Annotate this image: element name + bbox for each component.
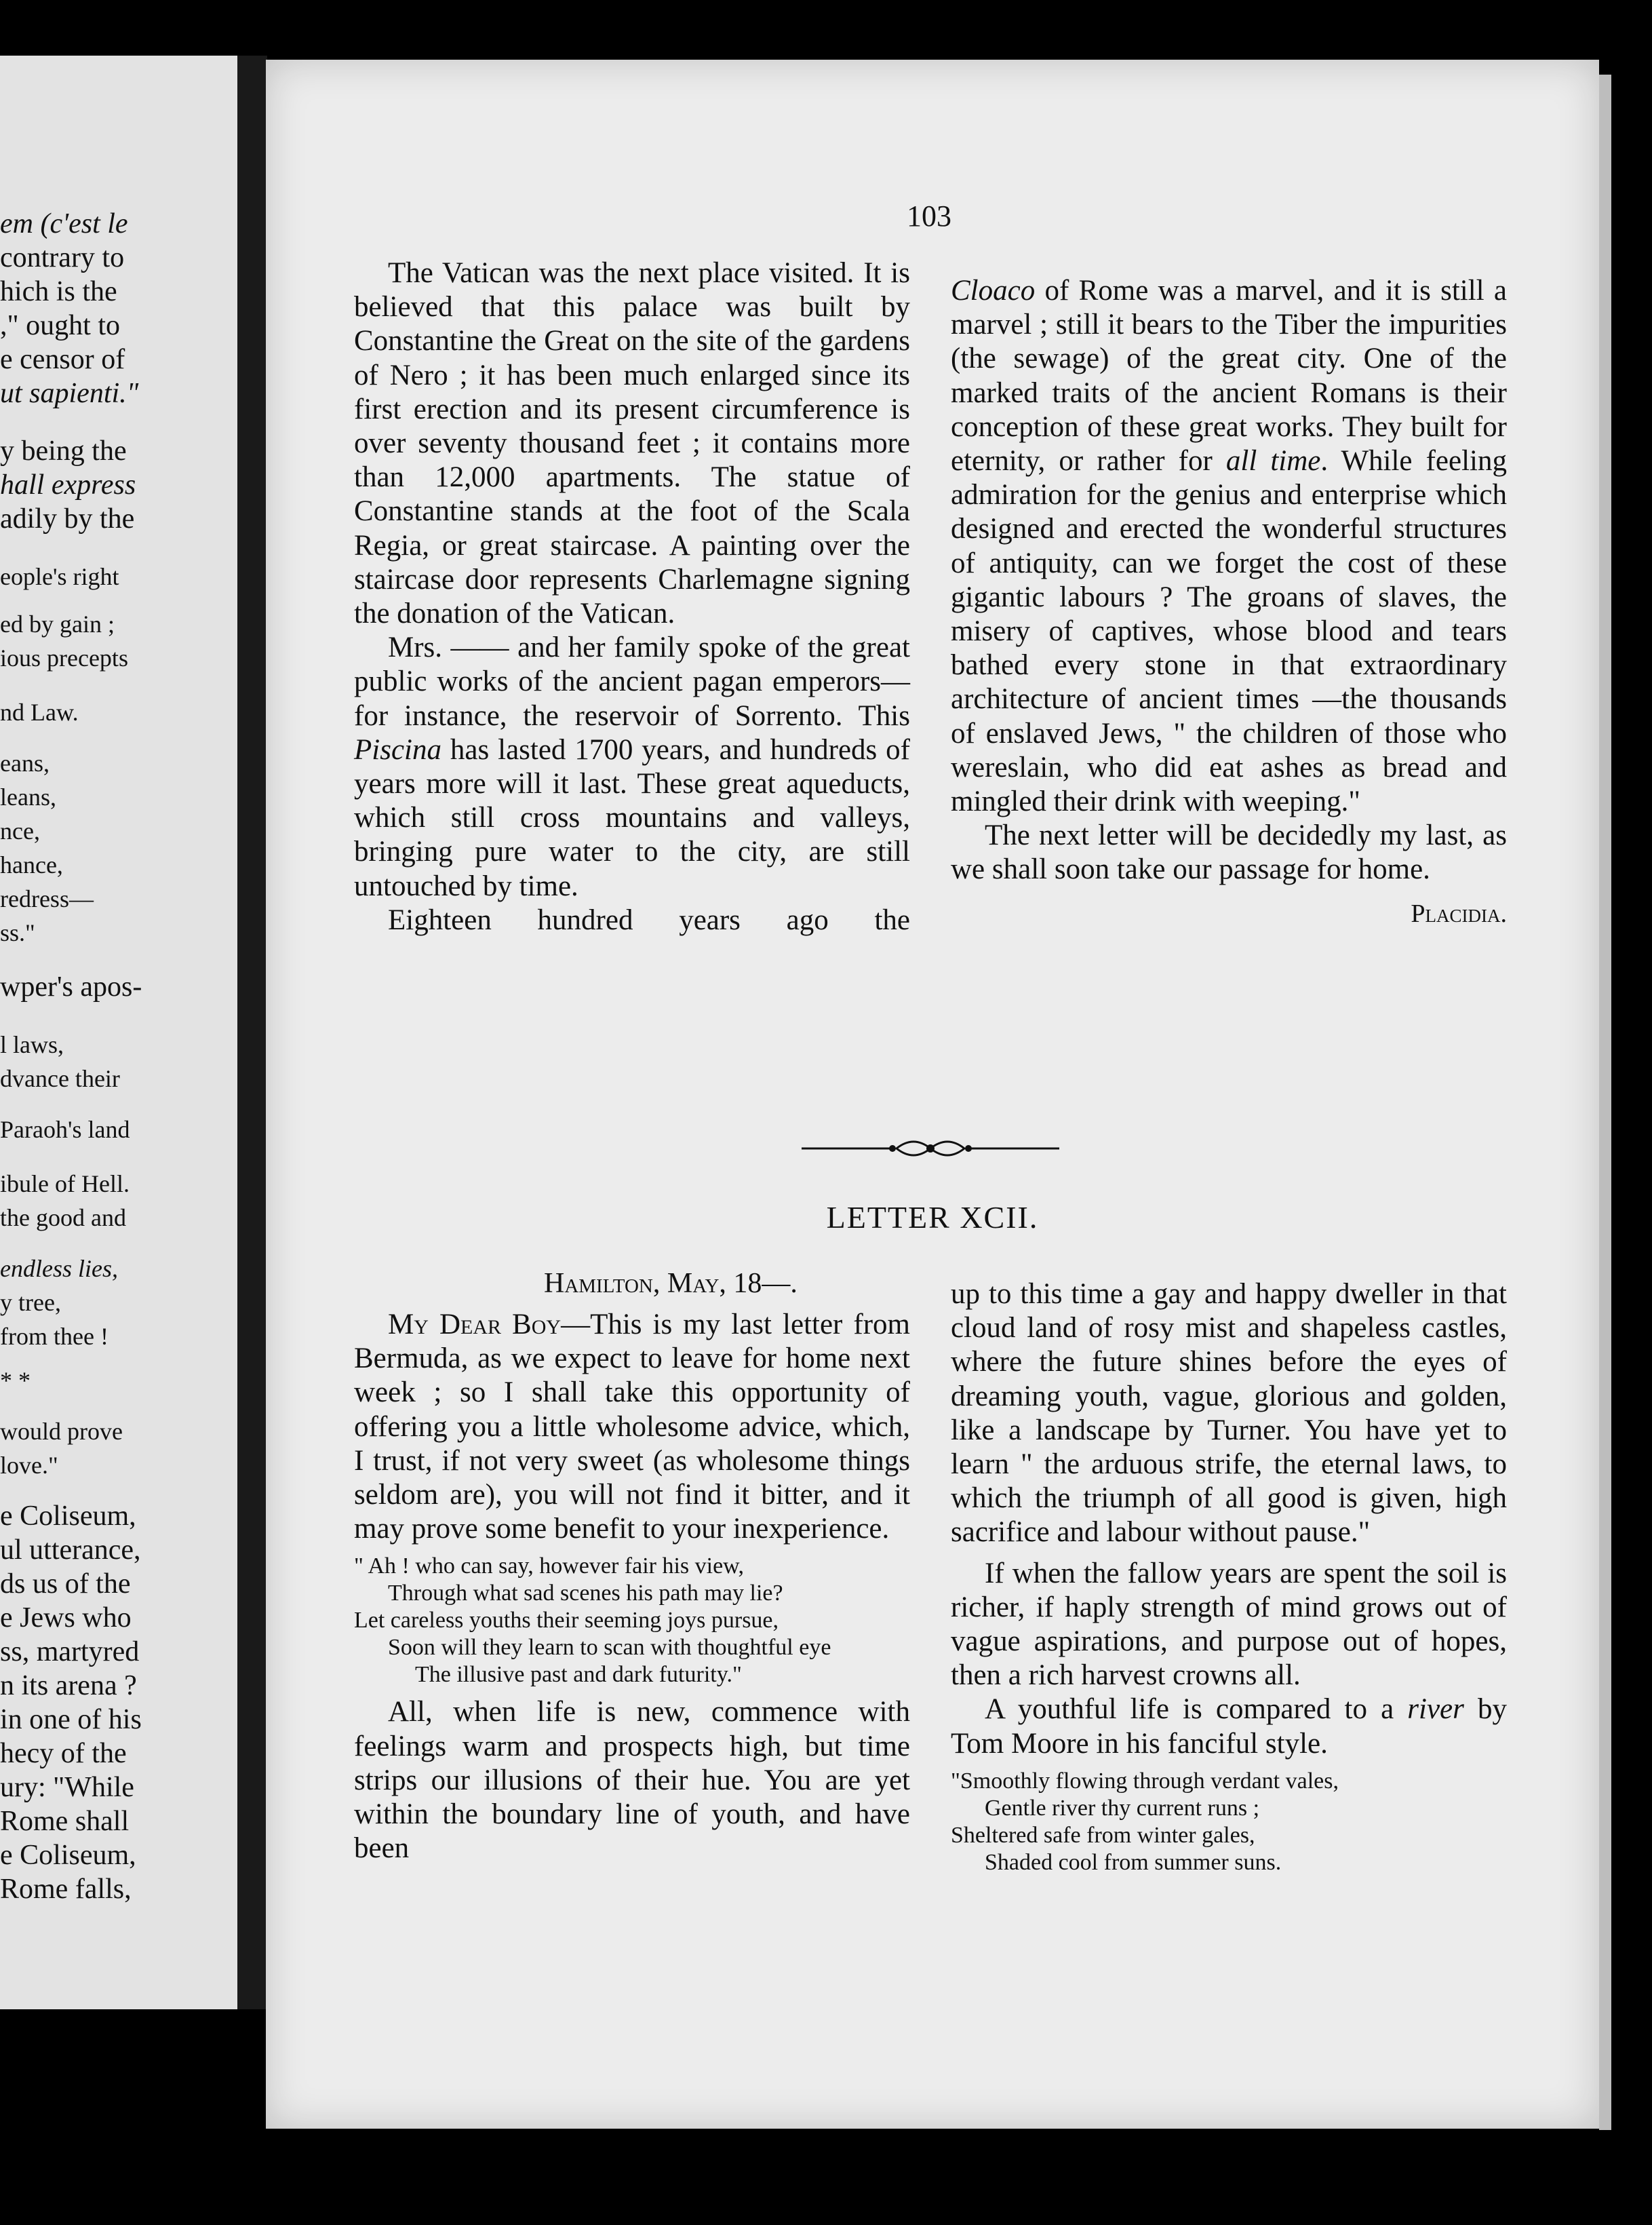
left-page-line: redress— xyxy=(0,885,94,912)
paragraph-youthful-life: A youthful life is compared to a river by Tom Moore in his fanciful style. xyxy=(951,1693,1507,1760)
left-page-line: leans, xyxy=(0,783,56,811)
right-page xyxy=(266,60,1599,2129)
left-page-line: ds us of the xyxy=(0,1568,131,1600)
left-page-line: ious precepts xyxy=(0,644,128,672)
left-page-line: eople's right xyxy=(0,563,119,590)
left-facing-page xyxy=(0,56,241,2009)
page-edge xyxy=(1599,75,1611,2130)
left-page-line: from thee ! xyxy=(0,1323,109,1350)
ornament-divider xyxy=(802,1131,1059,1165)
left-page-line: would prove xyxy=(0,1418,123,1445)
paragraph-fallow-years: If when the fallow years are spent the soil is richer, if haply strength of mind grows out of vague aspirations, and purpose out of hopes, then a rich harvest crowns all. xyxy=(951,1557,1507,1692)
left-page-line: dvance their xyxy=(0,1065,120,1092)
left-page-line: endless lies, xyxy=(0,1255,118,1282)
left-page-line: wper's apos- xyxy=(0,971,142,1003)
left-page-line: e censor of xyxy=(0,344,125,375)
salutation: My Dear Boy xyxy=(388,1309,562,1340)
left-page-line: em (c'est le xyxy=(0,208,128,239)
column-1-bottom xyxy=(354,1308,910,1865)
left-page-line: nd Law. xyxy=(0,699,79,726)
left-page-line: hance, xyxy=(0,851,63,878)
left-page-line: ss, martyred xyxy=(0,1636,140,1667)
left-page-line: e Jews who xyxy=(0,1602,132,1633)
paragraph-public-works: Mrs. —— and her family spoke of the great public works of the ancient pagan emperors—for instance, the reservoir of Sorrento. This Piscina has lasted 1700 years, and hundreds of years more will it last. These great aqueducts, which still cross mountains and valleys, bringing pure water to the city, are still untouched by time. xyxy=(354,632,910,902)
left-page-line: ut sapienti." xyxy=(0,378,139,409)
paragraph-dear-boy: My Dear Boy—This is my last letter from Bermuda, as we expect to leave for home next week ; so I shall take this opportunity of offering you a little wholesome advice, which, I trust, if not very sweet (as wholesome things seldom are), you will not find it bitter, and it may prove some benefit to your inexperience. xyxy=(354,1309,910,1545)
left-page-line: y tree, xyxy=(0,1289,61,1316)
left-page-line: hich is the xyxy=(0,276,117,307)
left-page-line: ed by gain ; xyxy=(0,611,115,638)
paragraph-gay-and-happy: up to this time a gay and happy dweller in that cloud land of rosy mist and shapeless castles, where the future shines before the eyes of dreaming youth, vague, glorious and golden, like a landscape by Turner. You have yet to learn " the arduous strife, the eternal laws, to which the triumph of all good is given, high sacrifice and labour without pause." xyxy=(951,1278,1507,1549)
left-page-line: ss." xyxy=(0,919,35,946)
left-page-line: ury: "While xyxy=(0,1772,134,1803)
left-page-line: y being the xyxy=(0,436,127,467)
paragraph-next-letter: The next letter will be decidedly my last, as we shall soon take our passage for home. xyxy=(951,819,1507,886)
paragraph-cloaco: Cloaco of Rome was a marvel, and it is still a marvel ; still it bears to the Tiber the impurities (the sewage) of the great city. One of the marked traits of the ancient Romans is their conception of these great works. They built for eternity, or rather for all time. While feeling admiration for the genius and enterprise which designed and erected the wonderful structures of antiquity, can we forget the cost of these gigantic labours ? The groans of slaves, the misery of captives, whose blood and tears bathed every stone in that extraordinary architecture of ancient times —the thousands of enslaved Jews, " the children of those who wereslain, who did eat ashes as bread and mingled their drink with weeping." xyxy=(951,275,1507,818)
left-page-line: love." xyxy=(0,1452,58,1479)
letter-heading: LETTER XCII. xyxy=(826,1200,1039,1235)
left-page-line: ul utterance, xyxy=(0,1534,141,1566)
left-page-line: nce, xyxy=(0,817,40,845)
left-page-line: Rome falls, xyxy=(0,1874,132,1905)
left-page-line: hall express xyxy=(0,469,136,501)
page-number: 103 xyxy=(907,199,951,233)
book-spine xyxy=(237,56,267,2009)
left-page-line: Paraoh's land xyxy=(0,1116,130,1143)
left-page-line: hecy of the xyxy=(0,1738,127,1769)
left-page-line: n its arena ? xyxy=(0,1670,137,1701)
poem-tom-moore: "Smoothly flowing through verdant vales, Gentle river thy current runs ; Sheltered safe from winter gales, Shaded cool from summer suns. xyxy=(951,1768,1339,1875)
poem-beattie: " Ah ! who can say, however fair his view, Through what sad scenes his path may lie? Let careless youths their seeming joys pursue, Soon will they learn to scan with thoughtful eye The illusive past and dark futurity." xyxy=(354,1553,831,1688)
left-page-line: l laws, xyxy=(0,1031,64,1058)
left-page-line: ," ought to xyxy=(0,310,120,341)
left-page-line: e Coliseum, xyxy=(0,1501,136,1532)
column-2-bottom xyxy=(951,1277,1507,1883)
column-1-top xyxy=(354,256,910,937)
left-page-line: Rome shall xyxy=(0,1806,130,1837)
left-page-line: e Coliseum, xyxy=(0,1840,136,1871)
column-2-top xyxy=(951,274,1507,931)
left-page-line: the good and xyxy=(0,1204,126,1231)
paragraph-vatican: The Vatican was the next place visited. It is believed that this palace was built by Constantine the Great on the site of the gardens of Nero ; it has been much enlarged since its first erection and its present circumference is over seventy thousand feet ; it contains more than 12,000 apartments. The statue of Constantine stands at the foot of the Scala Regia, or great staircase. A painting over the staircase door represents Charlemagne signing the donation of the Vatican. xyxy=(354,257,910,630)
left-page-line: ibule of Hell. xyxy=(0,1170,130,1197)
left-page-line: * * xyxy=(0,1367,31,1394)
signature: Placidia. xyxy=(1411,899,1507,928)
paragraph-eighteen-hundred: Eighteen hundred years ago the xyxy=(388,904,910,936)
left-page-line: adily by the xyxy=(0,503,135,535)
left-page-line: in one of his xyxy=(0,1704,142,1735)
paragraph-life-is-new: All, when life is new, commence with feelings warm and prospects high, but time strips our illusions of their hue. You are yet within the boundary line of youth, and have been xyxy=(354,1696,910,1865)
left-page-line: eans, xyxy=(0,750,50,777)
left-page-line: contrary to xyxy=(0,242,125,273)
dateline: Hamilton, May, 18—. xyxy=(544,1268,798,1299)
